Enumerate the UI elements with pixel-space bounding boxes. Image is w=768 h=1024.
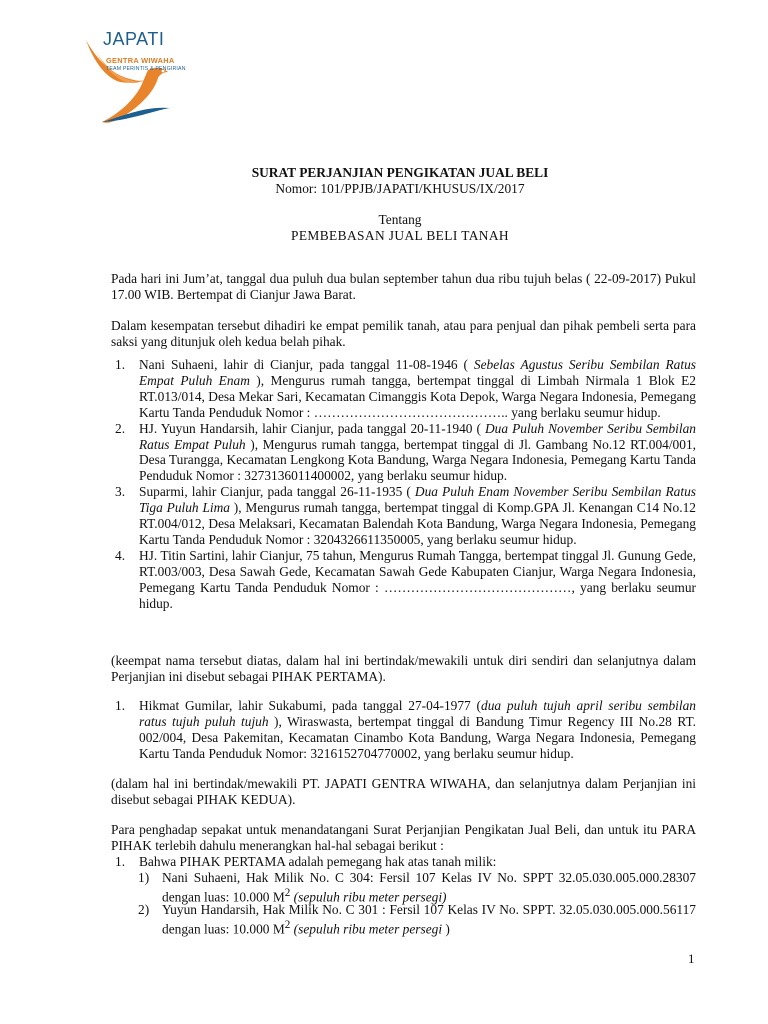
page-number: 1	[688, 951, 695, 966]
japati-bird-logo-icon	[84, 36, 264, 128]
list-item-italic: Sebelas Agustus Seribu Sembilan Ratus Empat Puluh Enam	[139, 357, 696, 388]
logo-subtitle: GENTRA WIWAHA	[106, 56, 175, 65]
land-item-number: 2)	[138, 902, 150, 917]
land-item	[138, 902, 696, 937]
land-item-italic: (sepuluh ribu meter persegi	[290, 921, 443, 937]
list-item-number: 4.	[115, 547, 126, 563]
list-item-italic: Dua Puluh Enam November Seribu Sembilan Ratus Tiga Puluh Lima	[139, 484, 696, 516]
land-item-tail: )	[442, 921, 450, 937]
list-item-text: ), Mengurus rumah tangga, bertempat tinggal di Jl. Gambang No.12 RT.004/001, Desa Turangga, Kecamatan Lengkong Kota Bandung, Warga Negara Indonesia, Pemegang Kartu Tanda Penduduk Nomor : 3273136011400002, yang berlaku seumur hidup.	[139, 436, 696, 484]
document-title: SURAT PERJANJIAN PENGIKATAN JUAL BELI	[251, 165, 549, 180]
list-item-text: HJ. Titin Sartini, lahir Cianjur, 75 tahun, Mengurus Rumah Tangga, bertempat tinggal Jl. Gunung Gede, RT.003/003, Desa Sawah Gede, Kecamatan Sawah Gede Kabupaten Cianjur, Warga Negara Indonesia, Pemegang Kartu Tanda Penduduk Nomor : ……………………………………, yang berlaku seumur hidup.	[139, 547, 696, 611]
list-item-text: Suparmi, lahir Cianjur, pada tanggal 26-11-1935 (	[139, 484, 415, 500]
list-item	[115, 484, 696, 548]
logo-tagline: TEAM PERINTIS & PENGIRIAN	[106, 66, 186, 72]
agreement-paragraph: Para penghadap sepakat untuk menandatangani Surat Perjanjian Pengikatan Jual Beli, dan untuk itu PARA PIHAK terlebih dahulu menerangkan hal-hal sebagai berikut :	[111, 822, 696, 853]
list-item-number: 2.	[115, 420, 126, 436]
superscript: 2	[284, 886, 291, 899]
clause-item	[115, 854, 696, 870]
superscript: 2	[284, 918, 291, 931]
about-label: Tentang	[378, 212, 422, 227]
list-item-text: Hikmat Gumilar, lahir Sukabumi, pada tanggal 27-04-1977 (	[139, 698, 482, 713]
list-item-text: ), Mengurus rumah tangga, bertempat tinggal di Limbah Nirmala 1 Blok E2 RT.013/014, Desa Mekar Sari, Kecamatan Cimanggis Kota Depok, Warga Negara Indonesia, Pemegang Kartu Tanda Penduduk Nomor : …………………………………….. yang berlaku seumur hidup.	[139, 372, 696, 420]
list-item	[115, 420, 696, 485]
first-party-list	[115, 357, 696, 612]
list-item-number: 3.	[115, 484, 126, 500]
attendance-paragraph: Dalam kesempatan tersebut dihadiri ke empat pemilik tanah, atau para penjual dan pihak pembeli serta para saksi yang ditunjuk oleh kedua belah pihak.	[111, 318, 696, 349]
list-item-number: 1.	[115, 357, 126, 372]
land-item-number: 1)	[138, 870, 150, 885]
second-party-note: (dalam hal ini bertindak/mewakili PT. JAPATI GENTRA WIWAHA, dan selanjutnya dalam Perjanjian ini disebut sebagai PIHAK KEDUA).	[111, 776, 696, 807]
land-item	[138, 870, 696, 905]
second-party-list	[115, 698, 696, 762]
list-item-text: Nani Suhaeni, lahir di Cianjur, pada tanggal 11-08-1946 (	[139, 357, 474, 372]
list-item-text: ), Mengurus rumah tangga, bertempat tinggal di Komp.GPA Jl. Kenangan C14 No.12 RT.004/012, Desa Melaksari, Kecamatan Balendah Kota Bandung, Warga Negara Indonesia, Pemegang Kartu Tanda Penduduk Nomor : 3204326611350005, yang berlaku seumur hidup.	[139, 500, 696, 547]
land-item-text: Yuyun Handarsih, Hak Milik No. C 301 : Fersil 107 Kelas IV No. SPPT. 32.05.030.005.000.56117 dengan luas: 10.000 M	[162, 902, 696, 937]
clause-number: 1.	[115, 854, 126, 869]
first-party-note: (keempat nama tersebut diatas, dalam hal ini bertindak/mewakili untuk diri sendiri dan selanjutnya dalam Perjanjian ini disebut sebagai PIHAK PERTAMA).	[111, 653, 696, 684]
document-subject: PEMBEBASAN JUAL BELI TANAH	[290, 228, 509, 243]
list-item-number: 1.	[115, 698, 126, 713]
document-number: Nomor: 101/PPJB/JAPATI/KHUSUS/IX/2017	[275, 181, 525, 196]
list-item	[115, 357, 696, 421]
list-item-text: HJ. Yuyun Handarsih, lahir Cianjur, pada tanggal 20-11-1940 (	[139, 420, 485, 436]
list-item-italic: dua puluh tujuh april seribu sembilan ratus tujuh puluh tujuh	[139, 698, 696, 729]
list-item	[115, 698, 696, 762]
logo-title: JAPATI	[103, 29, 165, 49]
land-item-italic: (sepuluh ribu meter persegi)	[290, 889, 447, 905]
clause-text: Bahwa PIHAK PERTAMA adalah pemegang hak atas tanah milik:	[139, 854, 497, 869]
list-item-text: ), Wiraswasta, bertempat tinggal di Bandung Timur Regency III No.28 RT. 002/004, Desa Pakemitan, Kecamatan Cinambo Kota Bandung, Warga Negara Indonesia, Pemegang Kartu Tanda Penduduk Nomor: 3216152704770002, yang berlaku seumur hidup.	[139, 713, 696, 761]
land-item-text: Nani Suhaeni, Hak Milik No. C 304: Fersil 107 Kelas IV No. SPPT 32.05.030.005.000.28307 dengan luas: 10.000 M	[162, 870, 696, 905]
list-item-italic: Dua Puluh November Seribu Sembilan Ratus Empat Puluh	[139, 420, 696, 452]
list-item	[115, 547, 696, 612]
opening-paragraph: Pada hari ini Jum’at, tanggal dua puluh dua bulan september tahun dua ribu tujuh belas ( 22-09-2017) Pukul 17.00 WIB. Bertempat di Cianjur Jawa Barat.	[111, 271, 696, 302]
